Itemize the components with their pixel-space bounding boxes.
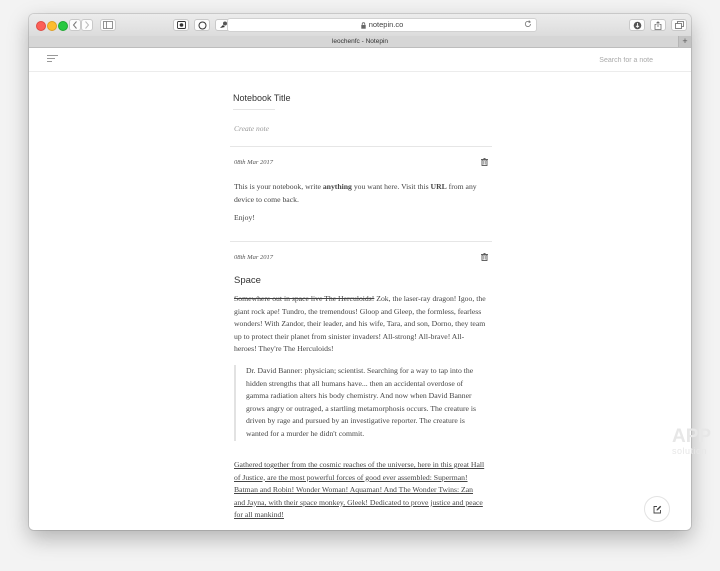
trash-icon[interactable] [481, 158, 488, 166]
text-run: Zok, the laser-ray dragon! Igoo, the giant rock ape! Tundro, the tremendous! Gloop and Gleep, the formless, fearless wonders! With Zandor, their leader, and his wife, Tara, and son, Dorno, they team up to protect their planet from sinister invaders! All-strong! All-brave! All-heroes! They're The Herculoids! [234, 294, 486, 354]
note-paragraph[interactable]: Enjoy! [234, 213, 255, 222]
edit-icon [653, 505, 662, 514]
tab-title[interactable]: leochenfc - Notepin [331, 38, 388, 45]
app-header [29, 48, 691, 72]
sidebar-icon [103, 21, 113, 29]
note-divider [230, 241, 492, 242]
title-underline [233, 109, 275, 110]
chevron-right-icon [84, 21, 90, 29]
tab-bar [29, 36, 691, 48]
sidebar-toggle-button[interactable] [100, 19, 116, 31]
create-note-input[interactable]: Create note [234, 124, 269, 133]
forward-button[interactable] [81, 19, 93, 31]
new-tab-button[interactable]: + [678, 36, 691, 47]
back-button[interactable] [69, 19, 81, 31]
new-note-button[interactable] [644, 496, 670, 522]
downloads-button[interactable] [629, 19, 645, 31]
share-button[interactable] [650, 19, 666, 31]
browser-window [29, 14, 691, 530]
tabs-icon [675, 21, 684, 29]
menu-icon[interactable] [47, 55, 58, 62]
note-paragraph[interactable] [234, 293, 486, 356]
trash-icon[interactable] [481, 253, 488, 261]
screenshot-extension-button[interactable] [173, 19, 189, 31]
strikethrough-text: Somewhere out in space live The Herculoids! [234, 294, 375, 303]
close-window-button[interactable] [36, 21, 46, 31]
url-text: notepin.co [368, 20, 404, 29]
underlined-paragraph[interactable]: Gathered together from the cosmic reaches of the universe, here in this great Hall of Justice, are the most powerful forces of good ever assembled: Superman! Batman and Robin! Wonder Woman! Aquaman! And The Wonder Twins: Zan and Jayna, with their space monkey, Gleek! Dedicated to prove justice and peace for all mankind! [234, 460, 485, 520]
note-paragraph[interactable] [234, 181, 484, 206]
download-icon [633, 21, 642, 30]
tabs-overview-button[interactable] [671, 19, 687, 31]
note-divider [230, 146, 492, 147]
browser-toolbar [29, 14, 691, 37]
text-run: you want here. Visit this [351, 182, 431, 191]
zoom-window-button[interactable] [58, 21, 68, 31]
note-heading[interactable]: Space [234, 275, 261, 286]
note-date: 08th Mar 2017 [234, 159, 273, 166]
circle-extension-button[interactable] [194, 19, 210, 31]
text-run: This is your notebook, write [234, 182, 323, 191]
notepin-page [29, 48, 691, 530]
text-run: from any device to come back. [234, 182, 477, 204]
bold-text: URL [430, 182, 447, 191]
search-input[interactable] [553, 53, 653, 67]
share-icon [654, 21, 662, 30]
note-date: 08th Mar 2017 [234, 254, 273, 261]
notebook-title[interactable]: Notebook Title [233, 93, 291, 103]
app-solution-watermark [672, 427, 720, 467]
watermark-line: APP [672, 426, 712, 447]
chevron-left-icon [72, 21, 78, 29]
circle-icon [198, 21, 207, 30]
note-blockquote[interactable]: Dr. David Banner: physician; scientist. Searching for a way to tap into the hidden strengths that all humans have... then an accidental overdose of gamma radiation alters his body chemistry. And now when David Banner grows angry or outraged, a startling metamorphosis occurs. The creature is driven by rage and pursued by an investigative reporter. The creature is wanted for a murder he didn't commit. [234, 365, 486, 441]
watermark-line: solution [672, 446, 708, 456]
minimize-window-button[interactable] [47, 21, 57, 31]
address-bar[interactable] [227, 18, 537, 32]
bold-text: anything [322, 182, 352, 191]
reload-icon[interactable] [524, 20, 532, 28]
lock-icon [361, 22, 366, 29]
camera-icon [177, 21, 186, 29]
